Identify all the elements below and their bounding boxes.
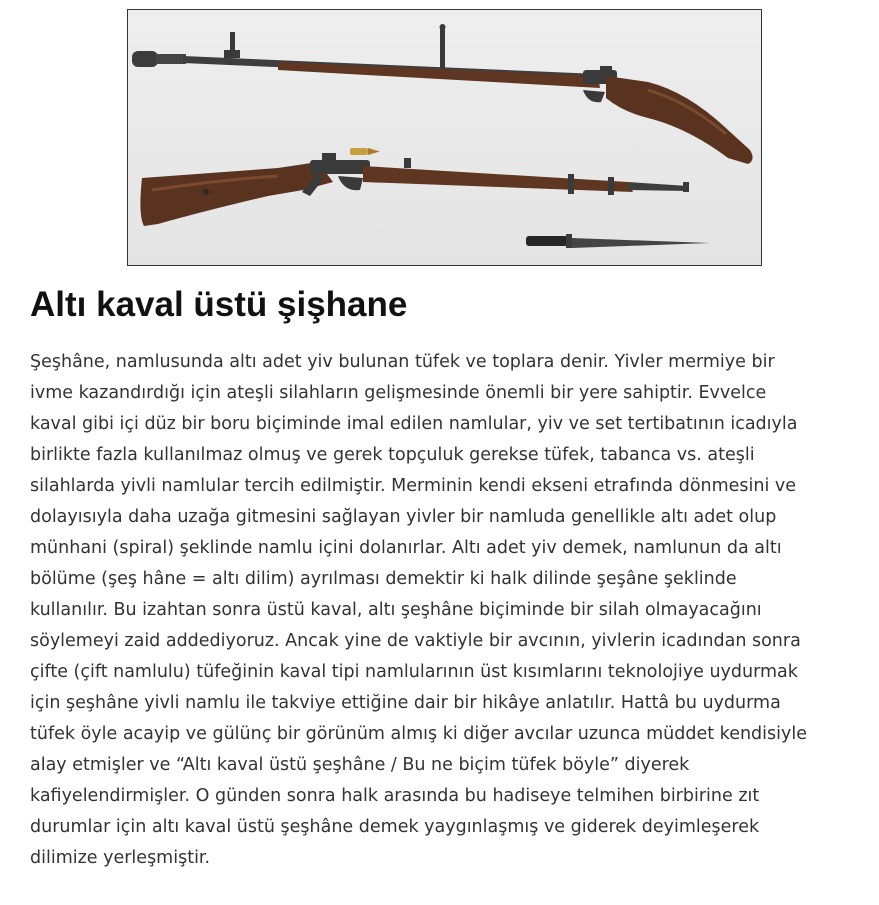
body-line: kullanılır. Bu izahtan sonra üstü kaval, altı şeşhâne biçiminde bir silah olmayacağını xyxy=(30,600,762,620)
body-line: bölüme (şeş hâne = altı dilim) ayrılması demektir ki halk dilinde şeşâne şeklinde xyxy=(30,569,737,589)
body-line: Şeşhâne, namlusunda altı adet yiv bulunan tüfek ve toplara denir. Yivler mermiye bir xyxy=(30,352,775,372)
body-line: alay etmişler ve “Altı kaval üstü şeşhâne / Bu ne biçim tüfek böyle” diyerek xyxy=(30,755,690,775)
upper-rifle xyxy=(132,24,753,164)
body-line: dolayısıyla daha uzağa gitmesini sağlayan yivler bir namluda genellikle altı adet olup xyxy=(30,507,777,527)
body-line: münhani (spiral) şeklinde namlu içini dolanırlar. Altı adet yiv demek, namlunun da altı xyxy=(30,538,782,558)
body-line: silahlarda yivli namlular tercih edilmiştir. Merminin kendi ekseni etrafında dönmesini ve xyxy=(30,476,797,496)
body-line: söylemeyi zaid addediyoruz. Ancak yine de vaktiyle bir avcının, yivlerin icadından sonra xyxy=(30,631,801,651)
article-title: Altı kaval üstü şişhane xyxy=(30,285,408,324)
body-line: kafiyelendirmişler. O günden sonra halk arasında bu hadiseye telmihen birbirine zıt xyxy=(30,786,760,806)
body-line: dilimize yerleşmiştir. xyxy=(30,848,211,868)
body-line: tüfek öyle acayip ve gülünç bir görünüm almış ki diğer avcılar uzunca müddet kendisiyle xyxy=(30,724,807,744)
article-body xyxy=(30,347,860,874)
body-line: ivme kazandırdığı için ateşli silahların gelişmesinde önemli bir yere sahiptir. Evvelce xyxy=(30,383,767,403)
body-line: durumlar için altı kaval üstü şeşhâne demek yaygınlaşmış ve giderek deyimleşerek xyxy=(30,817,760,837)
rifles-illustration xyxy=(128,10,761,265)
body-line: çifte (çift namlulu) tüfeğinin kaval tipi namlularının üst kısımlarını teknolojiye uydurmak xyxy=(30,662,798,682)
cartridge xyxy=(350,148,380,155)
body-line: birlikte fazla kullanılmaz olmuş ve gerek topçuluk gerekse tüfek, tabanca vs. ateşli xyxy=(30,445,755,465)
lower-rifle xyxy=(140,153,689,226)
article-image xyxy=(127,9,762,266)
body-line: kaval gibi içi düz bir boru biçiminde imal edilen namlular, yiv ve set tertibatının icadıyla xyxy=(30,414,798,434)
bayonet xyxy=(526,234,710,248)
body-line: için şeşhâne yivli namlu ile takviye ettiğine dair bir hikâye anlatılır. Hattâ bu uydurma xyxy=(30,693,781,713)
